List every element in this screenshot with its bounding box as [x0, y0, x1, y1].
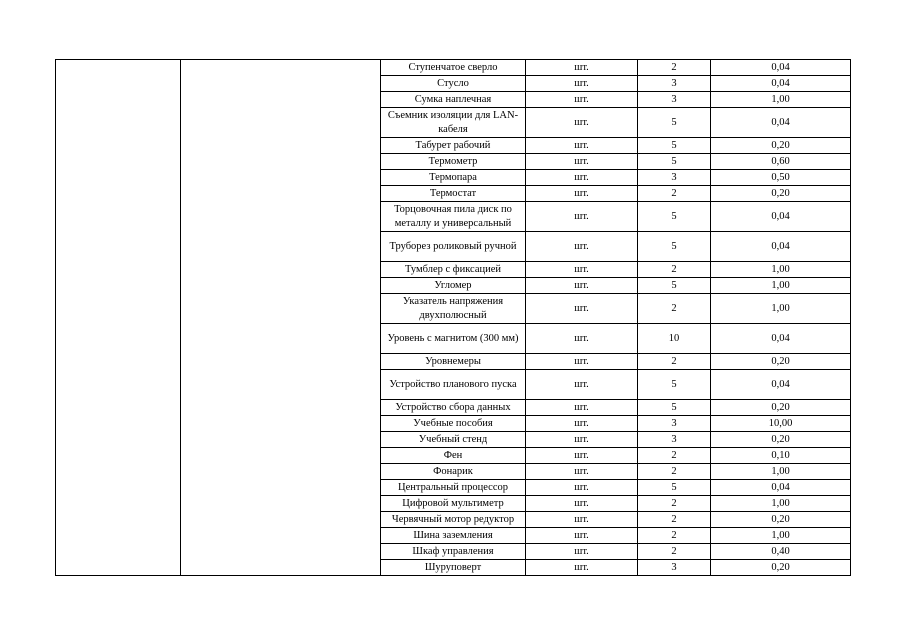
quantity-cell: 5 — [638, 278, 711, 294]
item-name-cell: Термостат — [381, 186, 526, 202]
unit-cell: шт. — [526, 416, 638, 432]
item-name-cell: Фен — [381, 448, 526, 464]
unit-cell: шт. — [526, 370, 638, 400]
unit-cell: шт. — [526, 154, 638, 170]
item-name-cell: Центральный процессор — [381, 480, 526, 496]
unit-cell: шт. — [526, 512, 638, 528]
unit-cell: шт. — [526, 76, 638, 92]
item-name-cell: Устройство планового пуска — [381, 370, 526, 400]
unit-cell: шт. — [526, 294, 638, 324]
quantity-cell: 5 — [638, 154, 711, 170]
unit-cell: шт. — [526, 60, 638, 76]
coefficient-cell: 0,04 — [711, 480, 851, 496]
item-name-cell: Угломер — [381, 278, 526, 294]
item-name-cell: Табурет рабочий — [381, 138, 526, 154]
item-name-cell: Уровень с магнитом (300 мм) — [381, 324, 526, 354]
coefficient-cell: 0,04 — [711, 76, 851, 92]
table-row — [56, 60, 851, 76]
unit-cell: шт. — [526, 202, 638, 232]
quantity-cell: 2 — [638, 262, 711, 278]
item-name-cell: Уровнемеры — [381, 354, 526, 370]
item-name-cell: Червячный мотор редуктор — [381, 512, 526, 528]
coefficient-cell: 0,20 — [711, 138, 851, 154]
quantity-cell: 2 — [638, 464, 711, 480]
coefficient-cell: 0,04 — [711, 370, 851, 400]
item-name-cell: Цифровой мультиметр — [381, 496, 526, 512]
equipment-table-body — [56, 60, 851, 576]
first-blank-cell — [56, 60, 181, 576]
quantity-cell: 2 — [638, 544, 711, 560]
coefficient-cell: 0,20 — [711, 400, 851, 416]
coefficient-cell: 0,04 — [711, 108, 851, 138]
quantity-cell: 2 — [638, 294, 711, 324]
item-name-cell: Шкаф управления — [381, 544, 526, 560]
coefficient-cell: 1,00 — [711, 262, 851, 278]
quantity-cell: 3 — [638, 432, 711, 448]
coefficient-cell: 0,60 — [711, 154, 851, 170]
unit-cell: шт. — [526, 262, 638, 278]
item-name-cell: Сумка наплечная — [381, 92, 526, 108]
quantity-cell: 2 — [638, 354, 711, 370]
item-name-cell: Шуруповерт — [381, 560, 526, 576]
quantity-cell: 2 — [638, 512, 711, 528]
item-name-cell: Термометр — [381, 154, 526, 170]
quantity-cell: 5 — [638, 370, 711, 400]
coefficient-cell: 0,20 — [711, 186, 851, 202]
quantity-cell: 2 — [638, 186, 711, 202]
coefficient-cell: 0,40 — [711, 544, 851, 560]
item-name-cell: Учебный стенд — [381, 432, 526, 448]
unit-cell: шт. — [526, 324, 638, 354]
coefficient-cell: 0,04 — [711, 60, 851, 76]
coefficient-cell: 0,20 — [711, 560, 851, 576]
coefficient-cell: 0,10 — [711, 448, 851, 464]
quantity-cell: 5 — [638, 480, 711, 496]
quantity-cell: 5 — [638, 138, 711, 154]
coefficient-cell: 1,00 — [711, 278, 851, 294]
item-name-cell: Стусло — [381, 76, 526, 92]
unit-cell: шт. — [526, 138, 638, 154]
unit-cell: шт. — [526, 464, 638, 480]
quantity-cell: 5 — [638, 232, 711, 262]
item-name-cell: Устройство сбора данных — [381, 400, 526, 416]
unit-cell: шт. — [526, 108, 638, 138]
unit-cell: шт. — [526, 400, 638, 416]
quantity-cell: 3 — [638, 560, 711, 576]
quantity-cell: 5 — [638, 202, 711, 232]
unit-cell: шт. — [526, 448, 638, 464]
item-name-cell: Торцовочная пила диск по металлу и универсальный — [381, 202, 526, 232]
coefficient-cell: 0,50 — [711, 170, 851, 186]
item-name-cell: Учебные пособия — [381, 416, 526, 432]
coefficient-cell: 0,20 — [711, 512, 851, 528]
quantity-cell: 5 — [638, 400, 711, 416]
quantity-cell: 3 — [638, 416, 711, 432]
unit-cell: шт. — [526, 528, 638, 544]
quantity-cell: 3 — [638, 76, 711, 92]
unit-cell: шт. — [526, 480, 638, 496]
quantity-cell: 10 — [638, 324, 711, 354]
item-name-cell: Труборез роликовый ручной — [381, 232, 526, 262]
item-name-cell: Тумблер с фиксацией — [381, 262, 526, 278]
coefficient-cell: 0,04 — [711, 202, 851, 232]
unit-cell: шт. — [526, 560, 638, 576]
coefficient-cell: 0,20 — [711, 354, 851, 370]
unit-cell: шт. — [526, 432, 638, 448]
quantity-cell: 3 — [638, 170, 711, 186]
unit-cell: шт. — [526, 232, 638, 262]
item-name-cell: Фонарик — [381, 464, 526, 480]
unit-cell: шт. — [526, 278, 638, 294]
coefficient-cell: 1,00 — [711, 294, 851, 324]
coefficient-cell: 1,00 — [711, 464, 851, 480]
quantity-cell: 5 — [638, 108, 711, 138]
item-name-cell: Термопара — [381, 170, 526, 186]
item-name-cell: Шина заземления — [381, 528, 526, 544]
coefficient-cell: 0,04 — [711, 324, 851, 354]
quantity-cell: 2 — [638, 496, 711, 512]
quantity-cell: 2 — [638, 60, 711, 76]
quantity-cell: 3 — [638, 92, 711, 108]
quantity-cell: 2 — [638, 448, 711, 464]
second-blank-cell — [181, 60, 381, 576]
coefficient-cell: 0,04 — [711, 232, 851, 262]
quantity-cell: 2 — [638, 528, 711, 544]
coefficient-cell: 10,00 — [711, 416, 851, 432]
item-name-cell: Указатель напряжения двухполюсный — [381, 294, 526, 324]
unit-cell: шт. — [526, 496, 638, 512]
unit-cell: шт. — [526, 186, 638, 202]
unit-cell: шт. — [526, 544, 638, 560]
item-name-cell: Ступенчатое сверло — [381, 60, 526, 76]
equipment-table — [55, 59, 851, 576]
coefficient-cell: 0,20 — [711, 432, 851, 448]
unit-cell: шт. — [526, 92, 638, 108]
unit-cell: шт. — [526, 354, 638, 370]
coefficient-cell: 1,00 — [711, 528, 851, 544]
coefficient-cell: 1,00 — [711, 496, 851, 512]
item-name-cell: Съемник изоляции для LAN-кабеля — [381, 108, 526, 138]
coefficient-cell: 1,00 — [711, 92, 851, 108]
unit-cell: шт. — [526, 170, 638, 186]
